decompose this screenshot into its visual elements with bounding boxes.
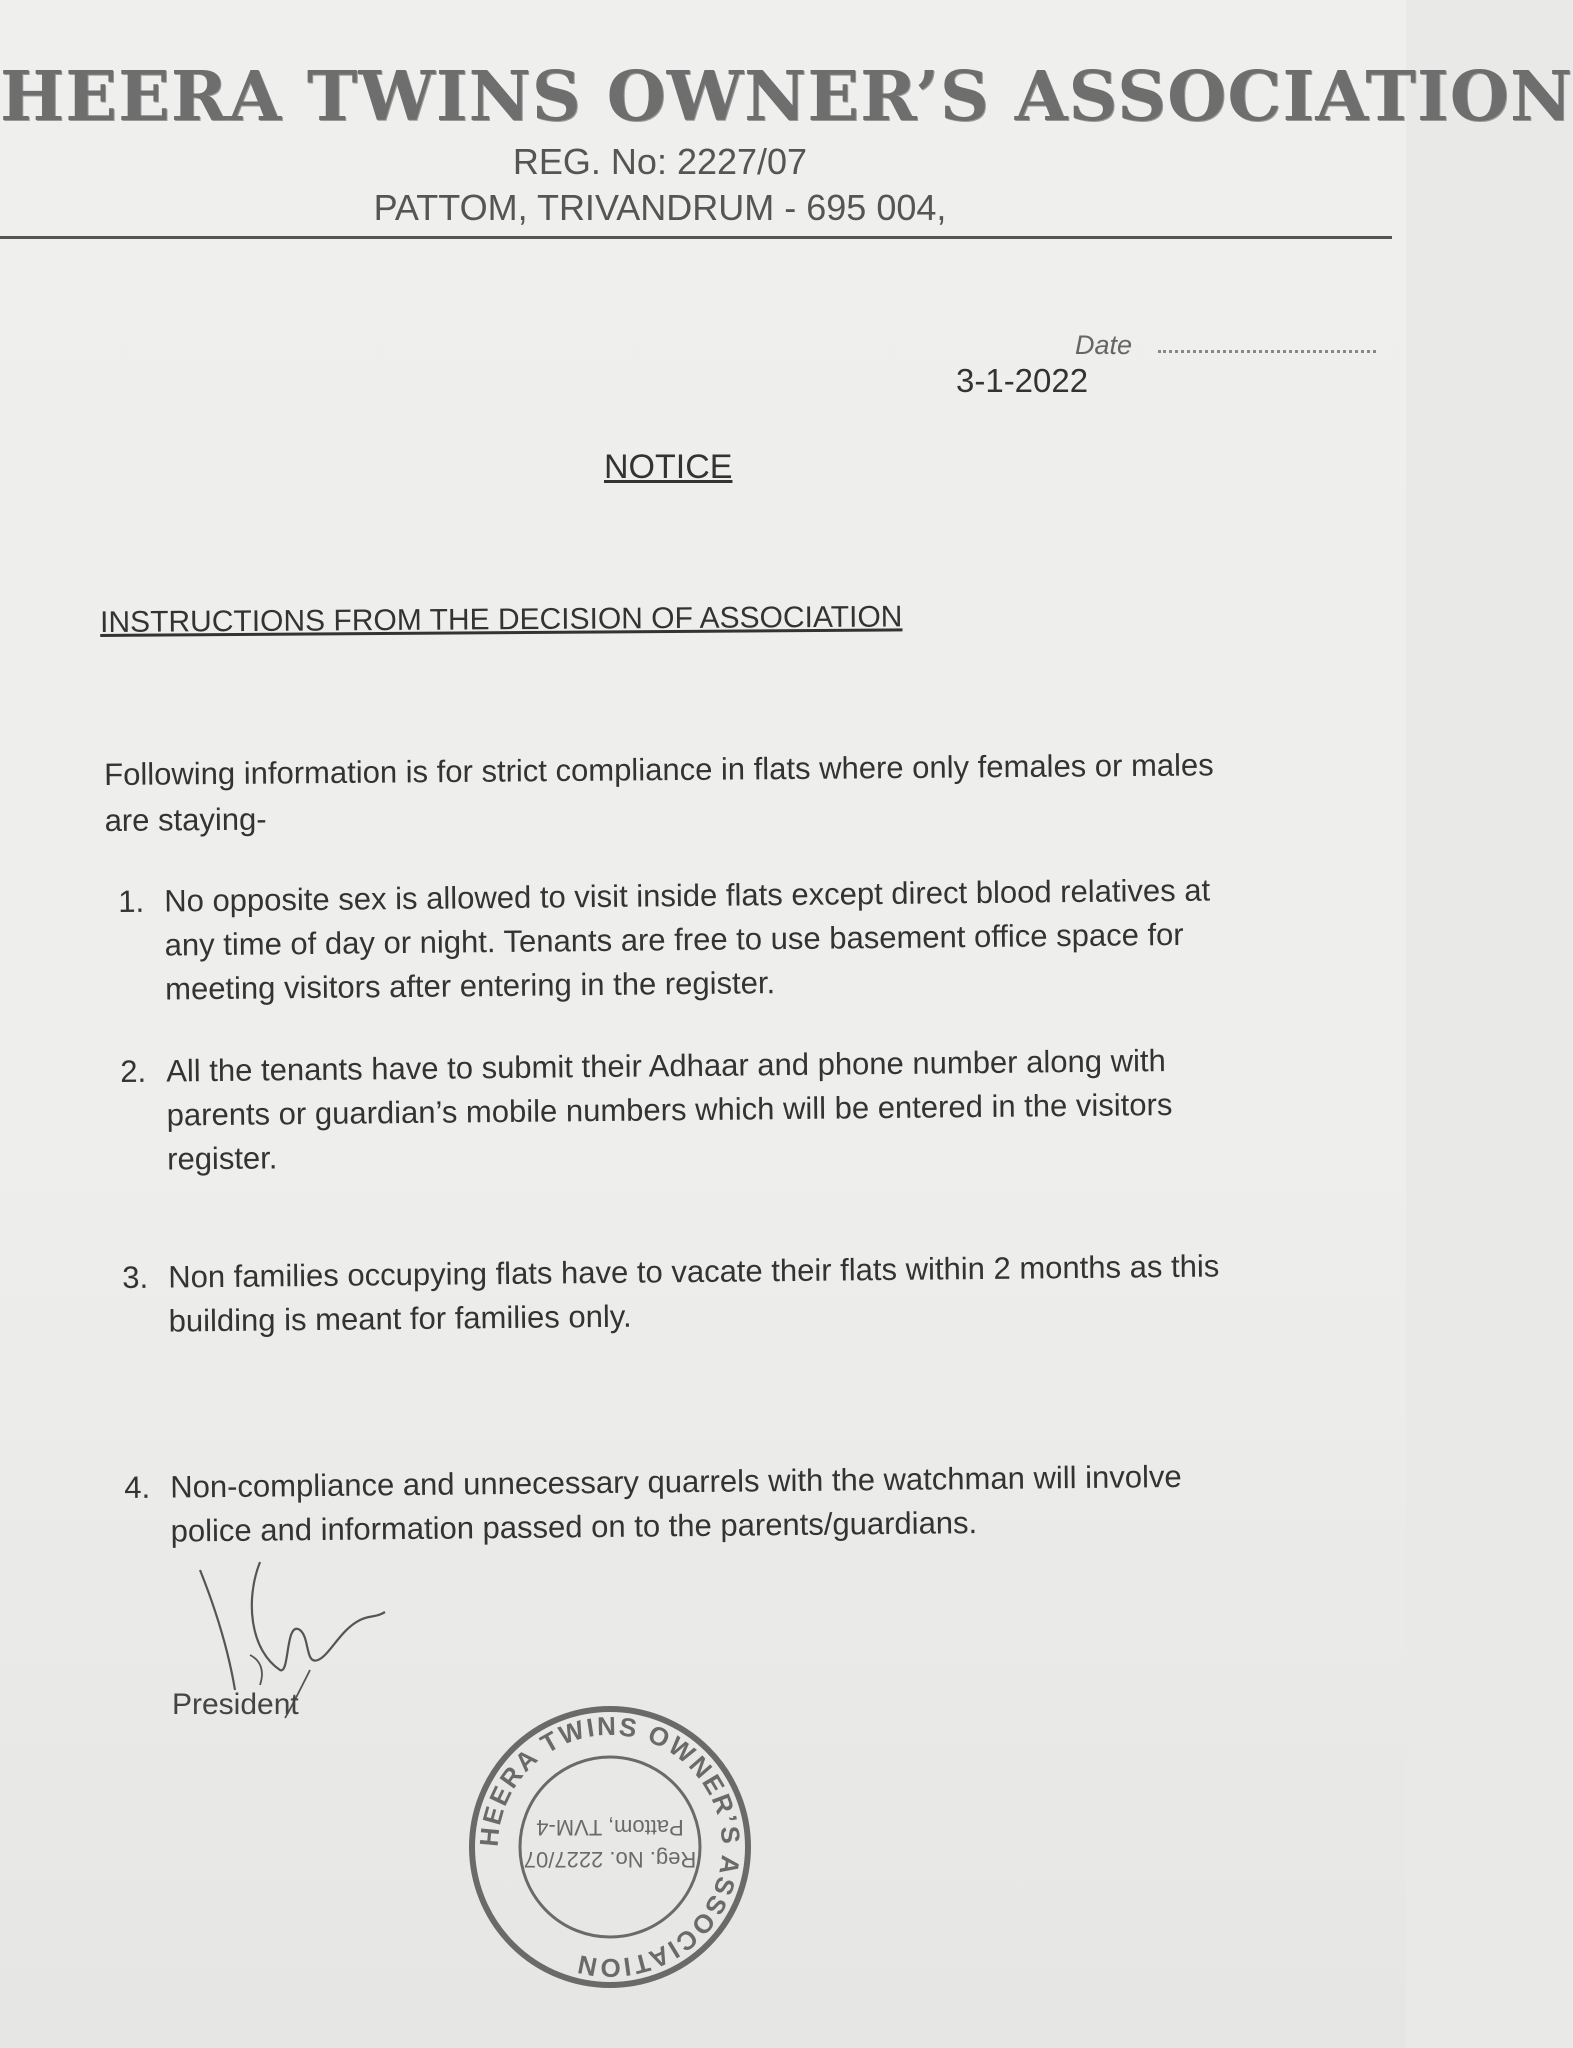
signatory-title: President — [172, 1688, 299, 1721]
date-value: 3-1-2022 — [956, 362, 1089, 399]
rule-text: All the tenants have to submit their Adhaar and phone number along with parents or guardian’s mobile numbers which will be entered in the visitors register. — [166, 1043, 1173, 1177]
rule-number: 3. — [122, 1259, 149, 1295]
letterhead-divider — [0, 236, 1392, 239]
rule-text: No opposite sex is allowed to visit inside flats except direct blood relatives at any time of day or night. Tenants are free to use basement office space for meeting visitors after entering in the register. — [164, 872, 1211, 1007]
instructions-heading: INSTRUCTIONS FROM THE DECISION OF ASSOCIATION — [100, 600, 903, 639]
letterhead — [0, 57, 1573, 231]
rule-number: 1. — [118, 883, 145, 919]
rule-text: Non-compliance and unnecessary quarrels with the watchman will involve police and information passed on to the parents/guardians. — [170, 1458, 1182, 1549]
rule-item-3 — [122, 1244, 1253, 1344]
intro-paragraph: Following information is for strict compliance in flats where only females or males are staying- — [104, 747, 1214, 838]
rule-text: Non families occupying flats have to vacate their flats within 2 months as this building is meant for families only. — [168, 1248, 1220, 1339]
rule-item-4 — [124, 1454, 1255, 1554]
notice-title: NOTICE — [604, 448, 733, 486]
seal-inner-line-1: Reg. No. 2227/07 — [523, 1847, 697, 1872]
organization-address: PATTOM, TRIVANDRUM - 695 004, — [373, 186, 947, 228]
association-seal — [465, 1702, 755, 1992]
registration-number: REG. No: 2227/07 — [512, 140, 808, 182]
seal-outer-text: HEERA TWINS OWNER’S ASSOCIATION — [473, 1710, 747, 1984]
date-dotted-line — [1158, 350, 1376, 353]
seal-inner-line-2: Pattom, TVM-4 — [536, 1815, 684, 1840]
rule-item-2 — [120, 1038, 1251, 1182]
rule-number: 4. — [124, 1469, 151, 1505]
date-label: Date — [1075, 330, 1133, 360]
svg-text:HEERA TWINS OWNER’S ASSOCIATIO — [474, 1711, 747, 1983]
organization-name: HEERA TWINS OWNER’S ASSOCIATION — [0, 57, 1573, 137]
rule-item-1 — [118, 868, 1249, 1012]
rule-number: 2. — [120, 1053, 147, 1089]
